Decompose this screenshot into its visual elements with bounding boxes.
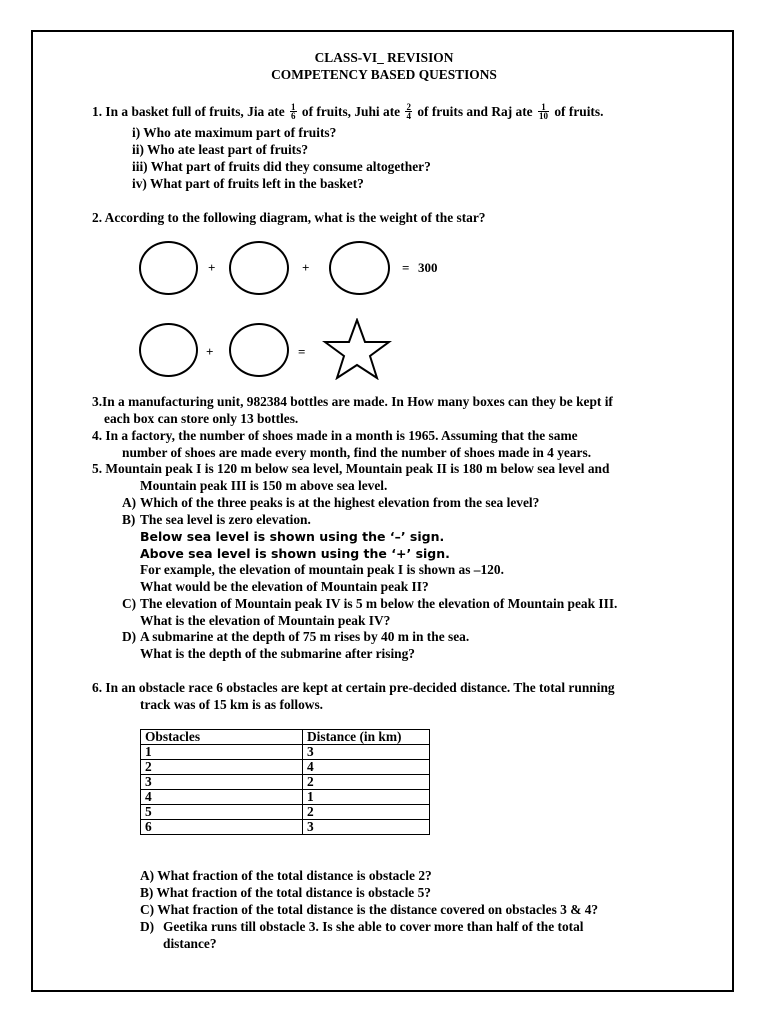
table-cell: 2 — [141, 760, 303, 775]
q6-c: C) What fraction of the total distance is the distance covered on obstacles 3 & 4? — [140, 902, 599, 917]
table-row — [141, 790, 430, 805]
q1-sub-iii: iii) What part of fruits did they consume altogether? — [132, 159, 431, 174]
table-cell: 1 — [141, 745, 303, 760]
equals-sign: = — [402, 260, 410, 275]
table-row — [141, 820, 430, 835]
table-cell: 5 — [141, 805, 303, 820]
circle-shape — [229, 241, 289, 295]
table-cell: 2 — [303, 805, 430, 820]
q6-d-line-1: Geetika runs till obstacle 3. Is she able to cover more than half of the total — [163, 919, 584, 934]
question-4-line-2: number of shoes are made every month, find the number of shoes made in 4 years. — [122, 445, 592, 460]
q5-b-line-1: The sea level is zero elevation. — [140, 512, 311, 527]
q5-d-line-1: A submarine at the depth of 75 m rises by 40 m in the sea. — [140, 629, 470, 644]
q5-a-text: Which of the three peaks is at the highest elevation from the sea level? — [140, 495, 540, 510]
q1-sub-iv: iv) What part of fruits left in the basket? — [132, 176, 364, 191]
table-row — [141, 805, 430, 820]
equals-sign: = — [298, 344, 306, 359]
q5-d-label: D) — [122, 629, 137, 644]
question-2: 2. According to the following diagram, what is the weight of the star? — [92, 210, 486, 225]
table-cell: 1 — [303, 790, 430, 805]
q5-c-line-1: The elevation of Mountain peak IV is 5 m below the elevation of Mountain peak III. — [140, 596, 618, 611]
question-3-line-1: 3.In a manufacturing unit, 982384 bottles are made. In How many boxes can they be kept if — [92, 394, 613, 409]
question-6-line-2: track was of 15 km is as follows. — [140, 697, 324, 712]
table-cell: 3 — [303, 745, 430, 760]
plus-sign: + — [208, 260, 216, 275]
worksheet-class-title: CLASS-VI_ REVISION — [314, 50, 454, 65]
table-cell: 4 — [303, 760, 430, 775]
q5-d-line-2: What is the depth of the submarine after rising? — [140, 646, 416, 661]
table-header-cell: Distance (in km) — [303, 730, 430, 745]
q5-b-line-4: For example, the elevation of mountain peak I is shown as –120. — [140, 562, 504, 577]
plus-sign: + — [302, 260, 310, 275]
q5-b-line-2: Below sea level is shown using the ‘–’ sign. — [140, 529, 445, 544]
q5-b-line-3: Above sea level is shown using the ‘+’ sign. — [140, 546, 450, 561]
question-5-line-2: Mountain peak III is 150 m above sea level. — [140, 478, 388, 493]
q1-text-part3: of fruits and Raj ate — [417, 104, 533, 119]
question-6-line-1: 6. In an obstacle race 6 obstacles are kept at certain pre-decided distance. The total running — [92, 680, 615, 695]
table-cell: 3 — [303, 820, 430, 835]
fraction-one-sixth: $\frac{1}{6}$ — [291, 102, 296, 122]
table-cell: 2 — [303, 775, 430, 790]
table-header-row — [141, 730, 430, 745]
circle-shape — [139, 241, 198, 295]
q1-sub-ii: ii) Who ate least part of fruits? — [132, 142, 309, 157]
q1-sub-i: i) Who ate maximum part of fruits? — [132, 125, 337, 140]
obstacle-distance-table — [140, 729, 430, 835]
table-row — [141, 775, 430, 790]
q5-b-label: B) — [122, 512, 136, 527]
q6-b: B) What fraction of the total distance is obstacle 5? — [140, 885, 431, 900]
q1-text-part2: of fruits, Juhi ate — [301, 104, 401, 119]
q5-a-label: A) — [122, 495, 137, 510]
fraction-two-fourths: $\frac{2}{4}$ — [406, 102, 411, 122]
table-cell: 3 — [141, 775, 303, 790]
circle-shape — [329, 241, 390, 295]
table-cell: 6 — [141, 820, 303, 835]
plus-sign: + — [206, 344, 214, 359]
total-weight-value: 300 — [418, 260, 438, 275]
circle-shape — [139, 323, 198, 377]
question-4-line-1: 4. In a factory, the number of shoes made in a month is 1965. Assuming that the same — [92, 428, 578, 443]
table-header-cell: Obstacles — [141, 730, 303, 745]
q1-text-part4: of fruits. — [554, 104, 604, 119]
table-cell: 4 — [141, 790, 303, 805]
star-icon — [322, 318, 392, 380]
table-row — [141, 760, 430, 775]
q1-text-part1: 1. In a basket full of fruits, Jia ate — [92, 104, 285, 119]
question-5-line-1: 5. Mountain peak I is 120 m below sea level, Mountain peak II is 180 m below sea level and — [92, 461, 610, 476]
q5-c-label: C) — [122, 596, 137, 611]
q5-b-line-5: What would be the elevation of Mountain peak II? — [140, 579, 429, 594]
question-1 — [92, 104, 603, 121]
worksheet-subtitle: COMPETENCY BASED QUESTIONS — [271, 67, 497, 82]
q5-c-line-2: What is the elevation of Mountain peak IV? — [140, 613, 391, 628]
q6-d-label: D) — [140, 919, 155, 934]
circle-shape — [229, 323, 289, 377]
q6-d-line-2: distance? — [163, 936, 217, 951]
table-row — [141, 745, 430, 760]
question-3-line-2: each box can store only 13 bottles. — [104, 411, 299, 426]
fraction-one-tenth: $\frac{1}{10}$ — [539, 102, 548, 122]
q6-a: A) What fraction of the total distance is obstacle 2? — [140, 868, 432, 883]
